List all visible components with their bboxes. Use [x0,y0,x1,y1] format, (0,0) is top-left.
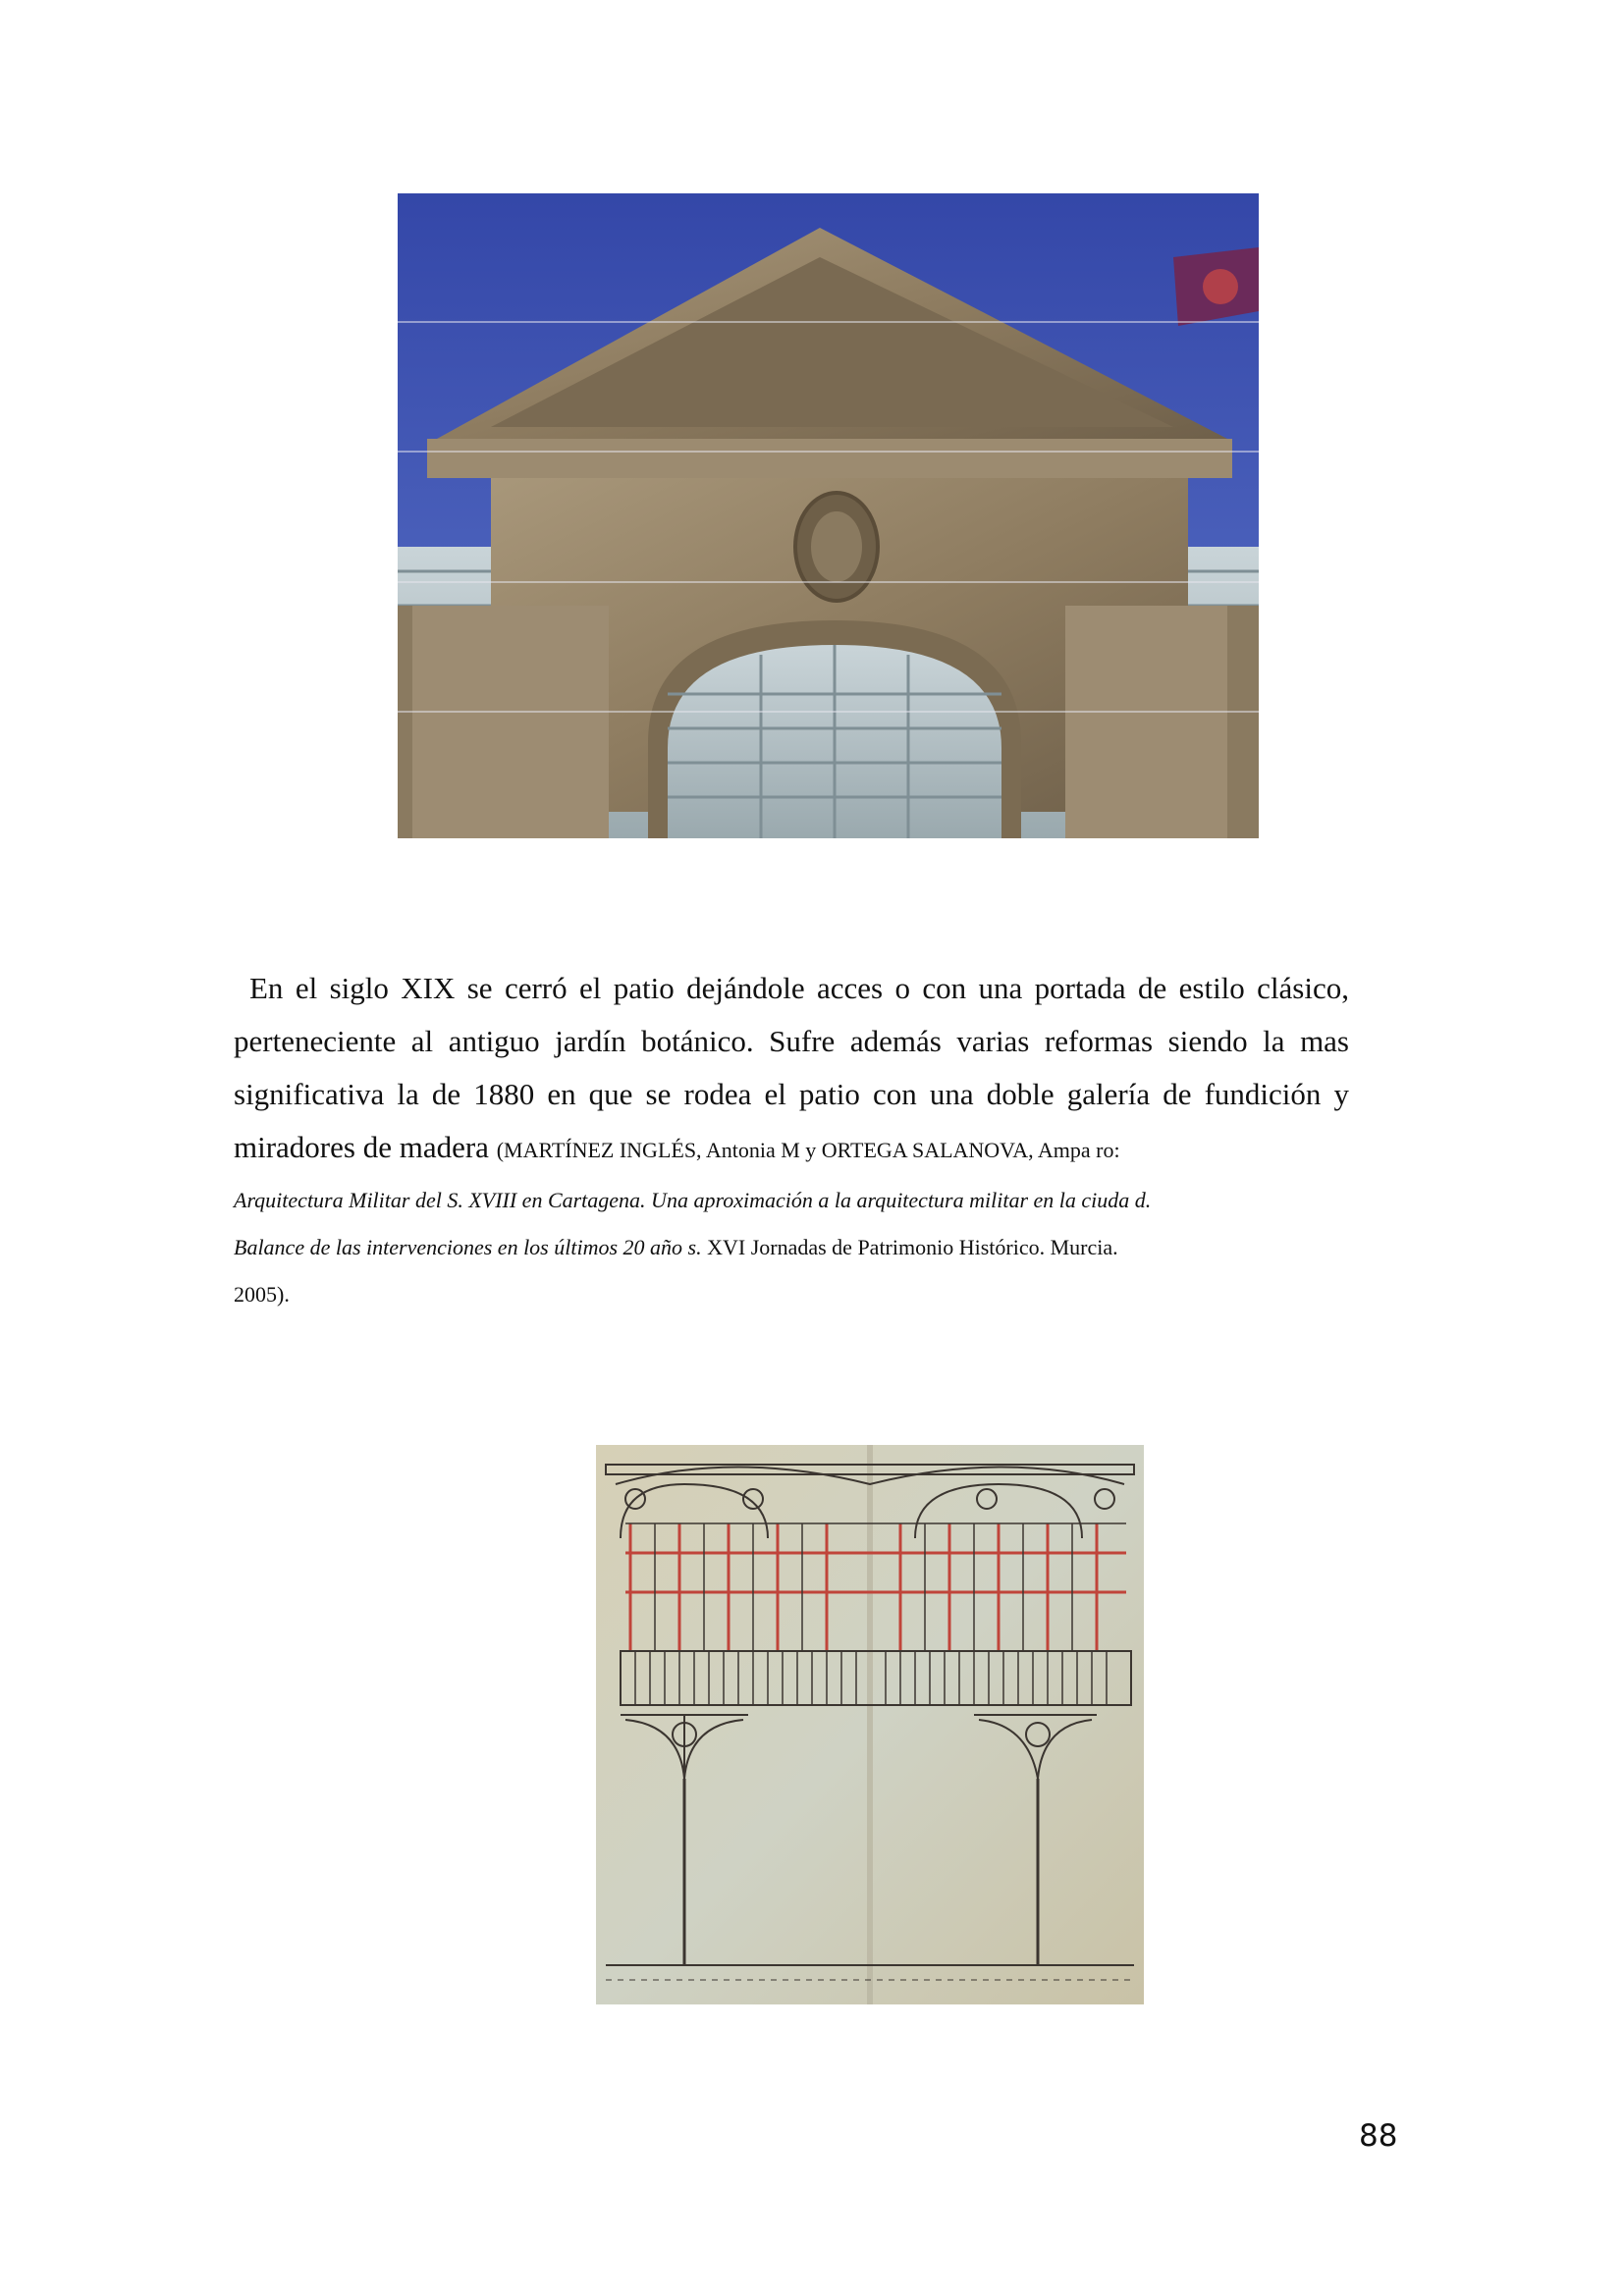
arch-portal-photo [398,193,1259,838]
gallery-elevation-drawing [596,1445,1144,2004]
citation-authors: (MARTÍNEZ INGLÉS, Antonia M y ORTEGA SALANOVA, Ampa ro: [496,1138,1120,1162]
body-paragraph [234,962,1349,1318]
citation-event: XVI Jornadas de Patrimonio Histórico. Murcia. [707,1235,1118,1259]
paragraph-line-4-text: miradores de madera [234,1130,489,1164]
paragraph-line-2: perteneciente al antiguo jardín botánico. Sufre además varias reformas siendo la mas [234,1024,1349,1058]
citation-title-line: Arquitectura Militar del S. XVIII en Cartagena. Una aproximación a la arquitectura militar en la ciuda d. [234,1188,1152,1212]
page-number: 88 [1359,2118,1398,2154]
paragraph-line-3: significativa la de 1880 en que se rodea el patio con una doble galería de fundición y [234,1077,1349,1111]
paragraph-line-1: En el siglo XIX se cerró el patio dejándole acces o con una portada de estilo clásico, [249,971,1349,1005]
citation-line-2 [234,1224,1349,1271]
arch-photo-image [398,193,1259,838]
gallery-drawing-image [596,1445,1144,2004]
citation-title-continued: Balance de las intervenciones en los últimos 20 año s. [234,1235,702,1259]
paragraph-line-4 [234,1121,1349,1177]
citation-year: 2005). [234,1282,290,1307]
